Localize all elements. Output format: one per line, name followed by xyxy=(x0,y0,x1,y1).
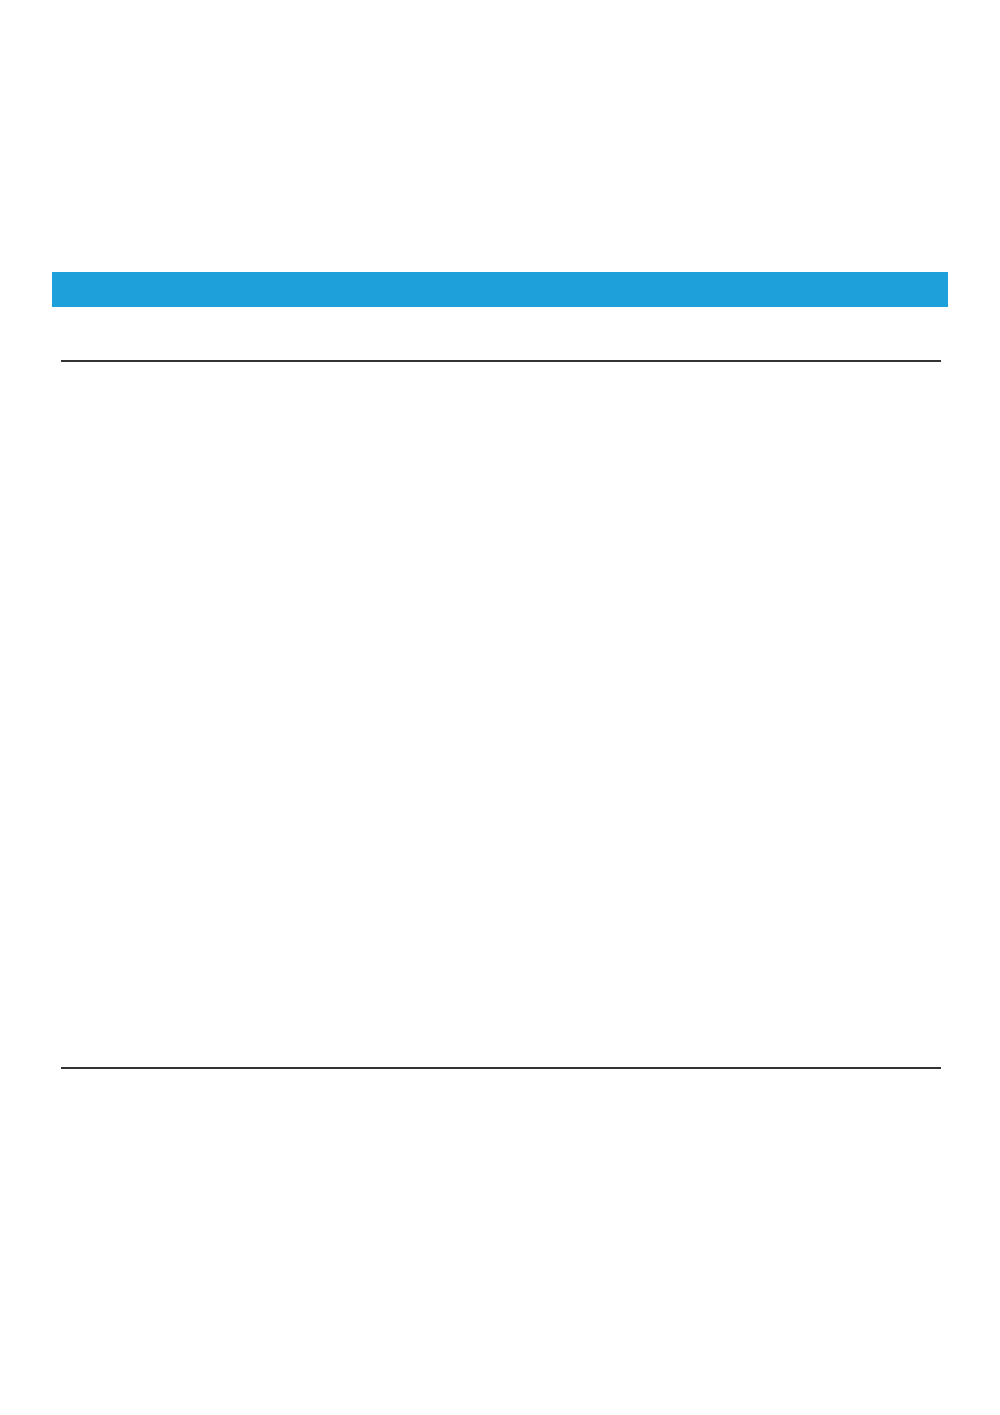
amebiasi-table xyxy=(61,1067,941,1069)
malaria-table xyxy=(61,360,941,362)
section-heading xyxy=(52,272,948,307)
